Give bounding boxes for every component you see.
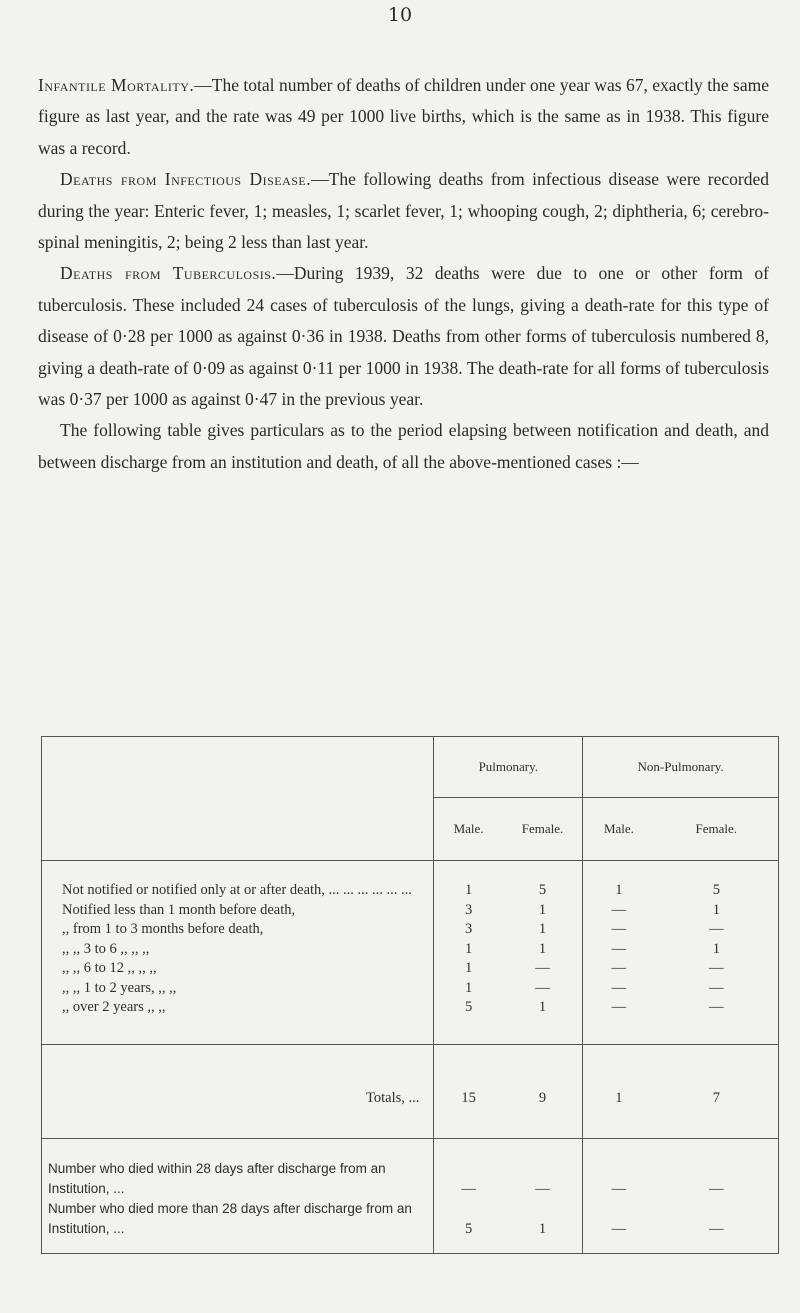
cell-value: 1 bbox=[655, 940, 779, 960]
heading-infantile-mortality: Infantile Mortality. bbox=[38, 75, 195, 95]
cell-value: — bbox=[655, 920, 779, 940]
row-label: Notified less than 1 month before death, bbox=[42, 901, 434, 921]
cell-value: 1 bbox=[503, 901, 583, 921]
table-row bbox=[42, 861, 779, 901]
row-label: Not notified or notified only at or after death, ... ... ... ... ... ... bbox=[42, 861, 434, 901]
header-pulmonary-female: Female. bbox=[503, 798, 583, 861]
heading-infectious-disease: Deaths from Infectious Disease. bbox=[60, 169, 312, 190]
tuberculosis-table bbox=[41, 736, 779, 1254]
cell-value: 5 bbox=[503, 861, 583, 901]
paragraph-infantile-mortality bbox=[38, 70, 769, 164]
paragraph-infectious-disease bbox=[38, 164, 769, 258]
row-label: Number who died within 28 days after discharge from an Institution, ... bbox=[42, 1139, 434, 1200]
cell-value: — bbox=[503, 1139, 583, 1200]
cell-value: — bbox=[655, 998, 779, 1044]
row-label: ,, ,, 3 to 6 ,, ,, ,, bbox=[42, 940, 434, 960]
body-text bbox=[38, 70, 769, 478]
cell-value: 3 bbox=[464, 921, 473, 937]
table-header-blank bbox=[42, 737, 434, 861]
cell-value: — bbox=[611, 960, 627, 976]
cell-value: 5 bbox=[655, 861, 779, 901]
cell-value: 1 bbox=[434, 861, 503, 901]
table-row bbox=[42, 940, 779, 960]
header-non-pulmonary-female: Female. bbox=[655, 798, 779, 861]
row-label: ,, ,, 1 to 2 years, ,, ,, bbox=[42, 979, 434, 999]
cell-value: — bbox=[611, 940, 627, 957]
cell-value: 5 bbox=[434, 1199, 503, 1254]
cell-value: 1 bbox=[464, 940, 473, 957]
text-tuberculosis: —During 1939, 32 deaths were due to one or other form of tuberculosis. These included 24 cases of tuberculosis of the lungs, giving a death-rate for this type of disease of 0·28 per 1000 as against 0·36 in 1938. Deaths from other forms of tuberculosis numbered 8, giving a death-rate of 0·09 as against 0·11 per 1000 in 1938. The death-rate for all forms of tuberculosis was 0·37 per 1000 as against 0·47 in the previous year. bbox=[38, 263, 770, 410]
cell-value: 1 bbox=[503, 1199, 583, 1254]
cell-value: 1 bbox=[655, 901, 779, 921]
table-row bbox=[42, 998, 779, 1044]
totals-label: Totals, ... bbox=[42, 1044, 434, 1139]
cell-value: — bbox=[611, 979, 627, 996]
row-label: ,, over 2 years ,, ,, bbox=[42, 998, 434, 1044]
cell-value: 1 bbox=[464, 960, 473, 976]
header-non-pulmonary-male: Male. bbox=[583, 798, 655, 861]
cell-value: — bbox=[655, 959, 779, 979]
cell-value: — bbox=[503, 959, 583, 979]
total-value: 1 bbox=[583, 1044, 655, 1139]
header-pulmonary-male: Male. bbox=[434, 798, 503, 861]
cell-value: — bbox=[655, 1139, 779, 1200]
cell-value: — bbox=[434, 1139, 503, 1200]
page-number: 10 bbox=[387, 4, 413, 26]
total-value: 9 bbox=[503, 1044, 583, 1139]
row-label: ,, ,, 6 to 12 ,, ,, ,, bbox=[42, 959, 434, 979]
text-infectious-disease: —The following deaths from infectious disease were recorded during the year: Enteric fever, 1; measles, 1; scarlet fever, 1; whooping cough, 2; diphtheria, 6; cerebro-spinal meningitis, 2; being 2 less than last year. bbox=[38, 169, 769, 253]
table-row bbox=[42, 901, 779, 921]
totals-row bbox=[42, 1044, 779, 1139]
cell-value: 1 bbox=[464, 979, 473, 996]
total-value: 7 bbox=[655, 1044, 779, 1139]
table-row bbox=[42, 979, 779, 999]
heading-tuberculosis: Deaths from Tuberculosis. bbox=[60, 263, 277, 284]
cell-value: — bbox=[611, 999, 627, 1015]
cell-value: 1 bbox=[583, 861, 655, 901]
cell-value: — bbox=[655, 979, 779, 999]
table-group-header-row bbox=[42, 737, 779, 798]
cell-value: — bbox=[611, 901, 627, 918]
table-row bbox=[42, 920, 779, 940]
discharge-row bbox=[42, 1139, 779, 1200]
cell-value: 1 bbox=[503, 920, 583, 940]
paragraph-tuberculosis bbox=[38, 258, 769, 415]
cell-value: 5 bbox=[464, 999, 473, 1015]
cell-value: — bbox=[583, 1139, 655, 1200]
cell-value: 1 bbox=[503, 998, 583, 1044]
cell-value: — bbox=[583, 1199, 655, 1254]
text-infantile-mortality: —The total number of deaths of children under one year was 67, exactly the same figure as last year, and the rate was 49 per 1000 live births, which is the same as in 1938. This figure was a record. bbox=[38, 75, 769, 158]
discharge-row bbox=[42, 1199, 779, 1254]
cell-value: — bbox=[611, 921, 627, 937]
cell-value: — bbox=[655, 1199, 779, 1254]
cell-value: — bbox=[503, 979, 583, 999]
cell-value: 1 bbox=[503, 940, 583, 960]
header-non-pulmonary: Non-Pulmonary. bbox=[583, 737, 779, 798]
row-label: ,, from 1 to 3 months before death, bbox=[42, 920, 434, 940]
header-pulmonary: Pulmonary. bbox=[434, 737, 583, 798]
paragraph-table-intro: The following table gives particulars as to the period elapsing between notification and death, and between discharge from an institution and death, of all the above-mentioned cases :— bbox=[38, 420, 769, 472]
total-value: 15 bbox=[434, 1044, 503, 1139]
table-row bbox=[42, 959, 779, 979]
cell-value: 3 bbox=[464, 901, 473, 918]
row-label: Number who died more than 28 days after discharge from an Institution, ... bbox=[42, 1199, 434, 1254]
